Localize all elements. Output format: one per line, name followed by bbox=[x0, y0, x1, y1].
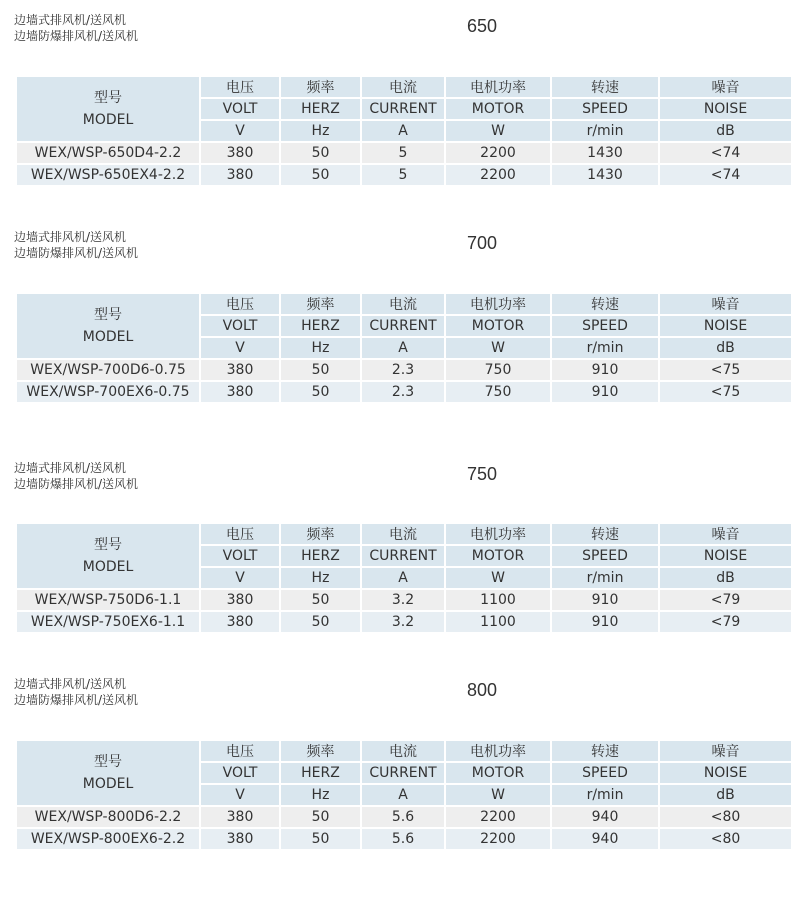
header-cell: 电压 bbox=[201, 524, 279, 544]
header-cell: 转速 bbox=[552, 741, 658, 761]
header-cell: NOISE bbox=[660, 316, 791, 336]
header-cell: W bbox=[446, 121, 550, 141]
header-cell: SPEED bbox=[552, 546, 658, 566]
value-cell: 2200 bbox=[446, 807, 550, 827]
value-cell: 2.3 bbox=[362, 382, 444, 402]
section-title bbox=[14, 12, 138, 44]
header-cell: SPEED bbox=[552, 99, 658, 119]
model-number-cell: WEX/WSP-650EX4-2.2 bbox=[17, 165, 199, 185]
table-row bbox=[17, 829, 791, 849]
header-cell: NOISE bbox=[660, 763, 791, 783]
header-cell: 电机功率 bbox=[446, 294, 550, 314]
model-header-en: MODEL bbox=[82, 776, 134, 792]
value-cell: <79 bbox=[660, 590, 791, 610]
value-cell: 50 bbox=[281, 382, 360, 402]
table-row bbox=[17, 612, 791, 632]
header-cell: 电机功率 bbox=[446, 524, 550, 544]
value-cell: 50 bbox=[281, 165, 360, 185]
header-cell: r/min bbox=[552, 568, 658, 588]
header-cell: 转速 bbox=[552, 77, 658, 97]
value-cell: 50 bbox=[281, 590, 360, 610]
table-row bbox=[17, 360, 791, 380]
value-cell: 1430 bbox=[552, 143, 658, 163]
header-cell: dB bbox=[660, 568, 791, 588]
model-header-en: MODEL bbox=[82, 559, 134, 575]
table-row bbox=[17, 143, 791, 163]
value-cell: 3.2 bbox=[362, 612, 444, 632]
section-title-line: 边墙防爆排风机/送风机 bbox=[14, 246, 139, 260]
value-cell: <79 bbox=[660, 612, 791, 632]
header-cell: A bbox=[362, 785, 444, 805]
header-row bbox=[17, 524, 791, 544]
section-title-line: 边墙式排风机/送风机 bbox=[14, 677, 127, 691]
section-title bbox=[14, 676, 138, 708]
model-header-cell bbox=[17, 524, 199, 588]
value-cell: 50 bbox=[281, 360, 360, 380]
header-cell: r/min bbox=[552, 121, 658, 141]
model-number-cell: WEX/WSP-750EX6-1.1 bbox=[17, 612, 199, 632]
value-cell: 910 bbox=[552, 360, 658, 380]
value-cell: <75 bbox=[660, 360, 791, 380]
header-cell: 电流 bbox=[362, 524, 444, 544]
header-cell: CURRENT bbox=[362, 763, 444, 783]
header-row bbox=[17, 77, 791, 97]
model-header-en: MODEL bbox=[82, 329, 134, 345]
value-cell: 380 bbox=[201, 612, 279, 632]
header-cell: VOLT bbox=[201, 763, 279, 783]
header-cell: 频率 bbox=[281, 77, 360, 97]
header-cell: SPEED bbox=[552, 763, 658, 783]
model-number-cell: WEX/WSP-700EX6-0.75 bbox=[17, 382, 199, 402]
header-cell: A bbox=[362, 338, 444, 358]
header-cell: W bbox=[446, 785, 550, 805]
section-title-line: 边墙式排风机/送风机 bbox=[14, 461, 127, 475]
header-cell: 噪音 bbox=[660, 294, 791, 314]
header-cell: V bbox=[201, 338, 279, 358]
header-cell: Hz bbox=[281, 568, 360, 588]
table-row bbox=[17, 165, 791, 185]
section-title-line: 边墙式排风机/送风机 bbox=[14, 13, 127, 27]
value-cell: 1100 bbox=[446, 612, 550, 632]
value-cell: 750 bbox=[446, 360, 550, 380]
header-cell: 转速 bbox=[552, 524, 658, 544]
value-cell: 50 bbox=[281, 829, 360, 849]
value-cell: 910 bbox=[552, 590, 658, 610]
header-cell: CURRENT bbox=[362, 546, 444, 566]
value-cell: 380 bbox=[201, 590, 279, 610]
value-cell: 940 bbox=[552, 829, 658, 849]
header-cell: 频率 bbox=[281, 741, 360, 761]
header-cell: MOTOR bbox=[446, 99, 550, 119]
section-title-line: 边墙防爆排风机/送风机 bbox=[14, 29, 139, 43]
header-cell: VOLT bbox=[201, 546, 279, 566]
table-row bbox=[17, 590, 791, 610]
header-cell: r/min bbox=[552, 785, 658, 805]
header-cell: 电机功率 bbox=[446, 741, 550, 761]
header-cell: dB bbox=[660, 338, 791, 358]
value-cell: 2.3 bbox=[362, 360, 444, 380]
header-cell: 噪音 bbox=[660, 77, 791, 97]
header-cell: CURRENT bbox=[362, 99, 444, 119]
table-row bbox=[17, 382, 791, 402]
value-cell: 1430 bbox=[552, 165, 658, 185]
header-cell: V bbox=[201, 785, 279, 805]
value-cell: 2200 bbox=[446, 165, 550, 185]
header-cell: 噪音 bbox=[660, 524, 791, 544]
header-cell: VOLT bbox=[201, 99, 279, 119]
header-cell: W bbox=[446, 338, 550, 358]
model-header-cell bbox=[17, 77, 199, 141]
section-title-line: 边墙防爆排风机/送风机 bbox=[14, 693, 139, 707]
header-row bbox=[17, 294, 791, 314]
header-cell: 电压 bbox=[201, 77, 279, 97]
header-cell: 电机功率 bbox=[446, 77, 550, 97]
section-title bbox=[14, 229, 138, 261]
value-cell: 2200 bbox=[446, 143, 550, 163]
header-cell: r/min bbox=[552, 338, 658, 358]
value-cell: 3.2 bbox=[362, 590, 444, 610]
value-cell: 940 bbox=[552, 807, 658, 827]
header-cell: 电压 bbox=[201, 294, 279, 314]
spec-table bbox=[15, 739, 793, 851]
section-title-line: 边墙式排风机/送风机 bbox=[14, 230, 127, 244]
value-cell: 1100 bbox=[446, 590, 550, 610]
value-cell: 5.6 bbox=[362, 807, 444, 827]
value-cell: 380 bbox=[201, 807, 279, 827]
model-number-cell: WEX/WSP-800D6-2.2 bbox=[17, 807, 199, 827]
value-cell: 380 bbox=[201, 829, 279, 849]
spec-table bbox=[15, 292, 793, 404]
header-cell: 电压 bbox=[201, 741, 279, 761]
section-title-line: 边墙防爆排风机/送风机 bbox=[14, 477, 139, 491]
header-cell: W bbox=[446, 568, 550, 588]
header-cell: Hz bbox=[281, 785, 360, 805]
header-cell: A bbox=[362, 121, 444, 141]
header-cell: A bbox=[362, 568, 444, 588]
header-cell: 电流 bbox=[362, 741, 444, 761]
model-header-cn: 型号 bbox=[94, 90, 122, 106]
header-cell: dB bbox=[660, 121, 791, 141]
header-cell: 频率 bbox=[281, 524, 360, 544]
header-cell: HERZ bbox=[281, 546, 360, 566]
header-cell: V bbox=[201, 121, 279, 141]
header-cell: Hz bbox=[281, 121, 360, 141]
model-number-cell: WEX/WSP-800EX6-2.2 bbox=[17, 829, 199, 849]
header-cell: VOLT bbox=[201, 316, 279, 336]
header-cell: HERZ bbox=[281, 99, 360, 119]
model-header-cell bbox=[17, 294, 199, 358]
value-cell: <74 bbox=[660, 143, 791, 163]
spec-table bbox=[15, 75, 793, 187]
value-cell: 5 bbox=[362, 143, 444, 163]
value-cell: 750 bbox=[446, 382, 550, 402]
header-cell: MOTOR bbox=[446, 546, 550, 566]
model-number-cell: WEX/WSP-650D4-2.2 bbox=[17, 143, 199, 163]
value-cell: <80 bbox=[660, 807, 791, 827]
header-cell: 电流 bbox=[362, 77, 444, 97]
header-cell: HERZ bbox=[281, 763, 360, 783]
header-cell: MOTOR bbox=[446, 316, 550, 336]
value-cell: 380 bbox=[201, 382, 279, 402]
fan-size-label: 800 bbox=[467, 680, 498, 700]
value-cell: 380 bbox=[201, 360, 279, 380]
value-cell: <80 bbox=[660, 829, 791, 849]
value-cell: 380 bbox=[201, 165, 279, 185]
value-cell: 50 bbox=[281, 612, 360, 632]
model-header-cn: 型号 bbox=[94, 754, 122, 770]
value-cell: 380 bbox=[201, 143, 279, 163]
value-cell: 50 bbox=[281, 807, 360, 827]
value-cell: <74 bbox=[660, 165, 791, 185]
model-header-en: MODEL bbox=[82, 112, 134, 128]
header-cell: SPEED bbox=[552, 316, 658, 336]
header-cell: 电流 bbox=[362, 294, 444, 314]
header-cell: dB bbox=[660, 785, 791, 805]
value-cell: 5.6 bbox=[362, 829, 444, 849]
header-cell: HERZ bbox=[281, 316, 360, 336]
value-cell: <75 bbox=[660, 382, 791, 402]
model-header-cn: 型号 bbox=[94, 537, 122, 553]
header-cell: NOISE bbox=[660, 99, 791, 119]
model-header-cell bbox=[17, 741, 199, 805]
fan-size-label: 650 bbox=[467, 16, 498, 36]
header-cell: MOTOR bbox=[446, 763, 550, 783]
fan-size-label: 750 bbox=[467, 464, 498, 484]
header-cell: 噪音 bbox=[660, 741, 791, 761]
spec-table bbox=[15, 522, 793, 634]
header-cell: Hz bbox=[281, 338, 360, 358]
model-number-cell: WEX/WSP-700D6-0.75 bbox=[17, 360, 199, 380]
header-cell: V bbox=[201, 568, 279, 588]
table-row bbox=[17, 807, 791, 827]
header-cell: 转速 bbox=[552, 294, 658, 314]
value-cell: 5 bbox=[362, 165, 444, 185]
header-cell: 频率 bbox=[281, 294, 360, 314]
header-cell: NOISE bbox=[660, 546, 791, 566]
value-cell: 910 bbox=[552, 382, 658, 402]
model-header-cn: 型号 bbox=[94, 307, 122, 323]
header-cell: CURRENT bbox=[362, 316, 444, 336]
fan-size-label: 700 bbox=[467, 233, 498, 253]
model-number-cell: WEX/WSP-750D6-1.1 bbox=[17, 590, 199, 610]
value-cell: 910 bbox=[552, 612, 658, 632]
section-title bbox=[14, 460, 138, 492]
value-cell: 2200 bbox=[446, 829, 550, 849]
value-cell: 50 bbox=[281, 143, 360, 163]
header-row bbox=[17, 741, 791, 761]
